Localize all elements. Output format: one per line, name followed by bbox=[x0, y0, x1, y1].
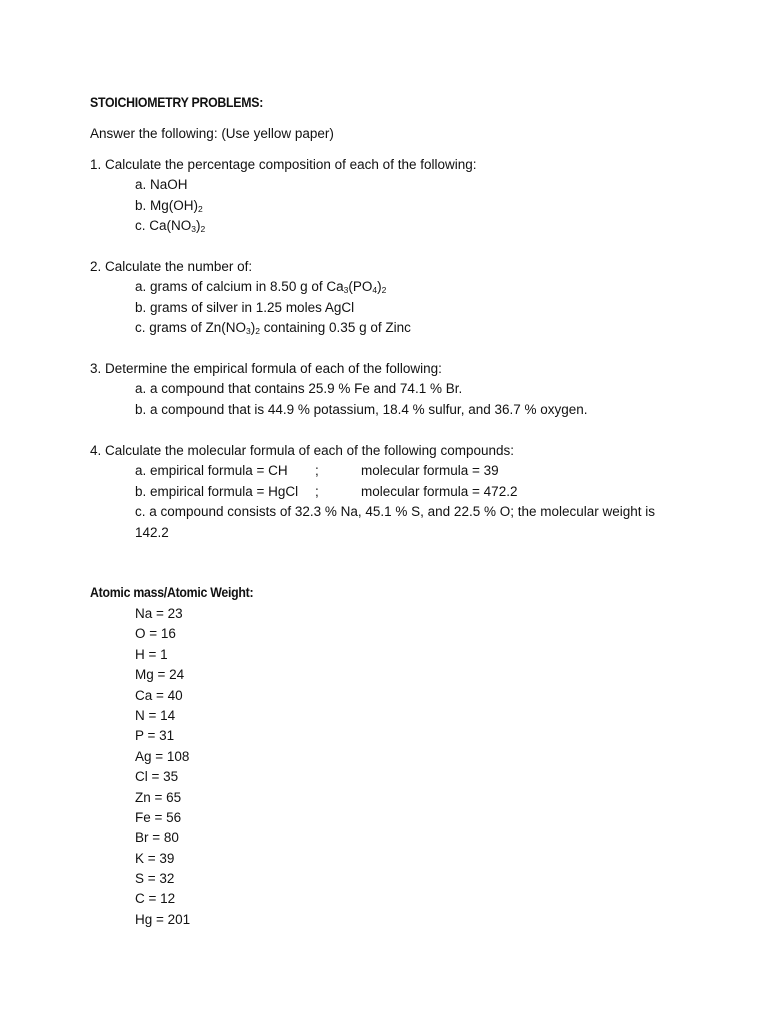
atomic-mass-item: Ca = 40 bbox=[135, 687, 183, 703]
question-3-item-a: a. a compound that contains 25.9 % Fe and 74.1 % Br. bbox=[135, 381, 463, 396]
atomic-mass-item: Fe = 56 bbox=[135, 809, 182, 825]
atomic-mass-item: Br = 80 bbox=[135, 830, 179, 846]
atomic-mass-item: H = 1 bbox=[135, 646, 168, 662]
question-1-item-a: a. NaOH bbox=[135, 177, 188, 192]
question-4-item-a: a. empirical formula = CH ; molecular formula = 39 bbox=[135, 463, 499, 478]
atomic-mass-item: C = 12 bbox=[135, 891, 176, 907]
atomic-mass-item: Zn = 65 bbox=[135, 789, 182, 805]
question-4-item-b: b. empirical formula = HgCl ; molecular formula = 472.2 bbox=[135, 484, 518, 499]
question-3-item-b: b. a compound that is 44.9 % potassium, 18.4 % sulfur, and 36.7 % oxygen. bbox=[135, 402, 588, 417]
atomic-mass-list bbox=[135, 604, 190, 930]
atomic-mass-item: Ag = 108 bbox=[135, 748, 190, 764]
page-title: STOICHIOMETRY PROBLEMS: bbox=[90, 94, 264, 110]
question-1-prompt: 1. Calculate the percentage composition of each of the following: bbox=[90, 157, 477, 172]
atomic-mass-item: N = 14 bbox=[135, 707, 176, 723]
atomic-mass-item: S = 32 bbox=[135, 871, 175, 887]
atomic-mass-item: Mg = 24 bbox=[135, 667, 185, 683]
question-4-prompt: 4. Calculate the molecular formula of each of the following compounds: bbox=[90, 443, 514, 458]
instruction-text: Answer the following: (Use yellow paper) bbox=[90, 126, 334, 141]
atomic-mass-item: K = 39 bbox=[135, 850, 175, 866]
question-3-prompt: 3. Determine the empirical formula of each of the following: bbox=[90, 361, 442, 376]
atomic-mass-item: Na = 23 bbox=[135, 606, 183, 621]
question-2-prompt: 2. Calculate the number of: bbox=[90, 259, 253, 274]
question-4-item-c: c. a compound consists of 32.3 % Na, 45.1 % S, and 22.5 % O; the molecular weight is 142.2 bbox=[135, 504, 656, 540]
question-2-item-b: b. grams of silver in 1.25 moles AgCl bbox=[135, 300, 355, 315]
atomic-mass-item: P = 31 bbox=[135, 728, 175, 744]
atomic-mass-heading: Atomic mass/Atomic Weight: bbox=[90, 584, 254, 600]
question-1-item-b: b. $Mg(OH)_2$ bbox=[135, 198, 203, 214]
atomic-mass-item: Cl = 35 bbox=[135, 769, 179, 785]
atomic-mass-item: O = 16 bbox=[135, 626, 176, 642]
question-2-item-c: c. grams of $Zn(NO_3)_2$ containing 0.35 g of Zinc bbox=[135, 320, 411, 336]
question-1-item-c: c. $Ca(NO_3)_2$ bbox=[135, 218, 206, 234]
atomic-mass-item: Hg = 201 bbox=[135, 911, 191, 927]
question-2-item-a: a. grams of calcium in 8.50 g of $Ca_3(PO_4)_2$ bbox=[135, 279, 387, 295]
